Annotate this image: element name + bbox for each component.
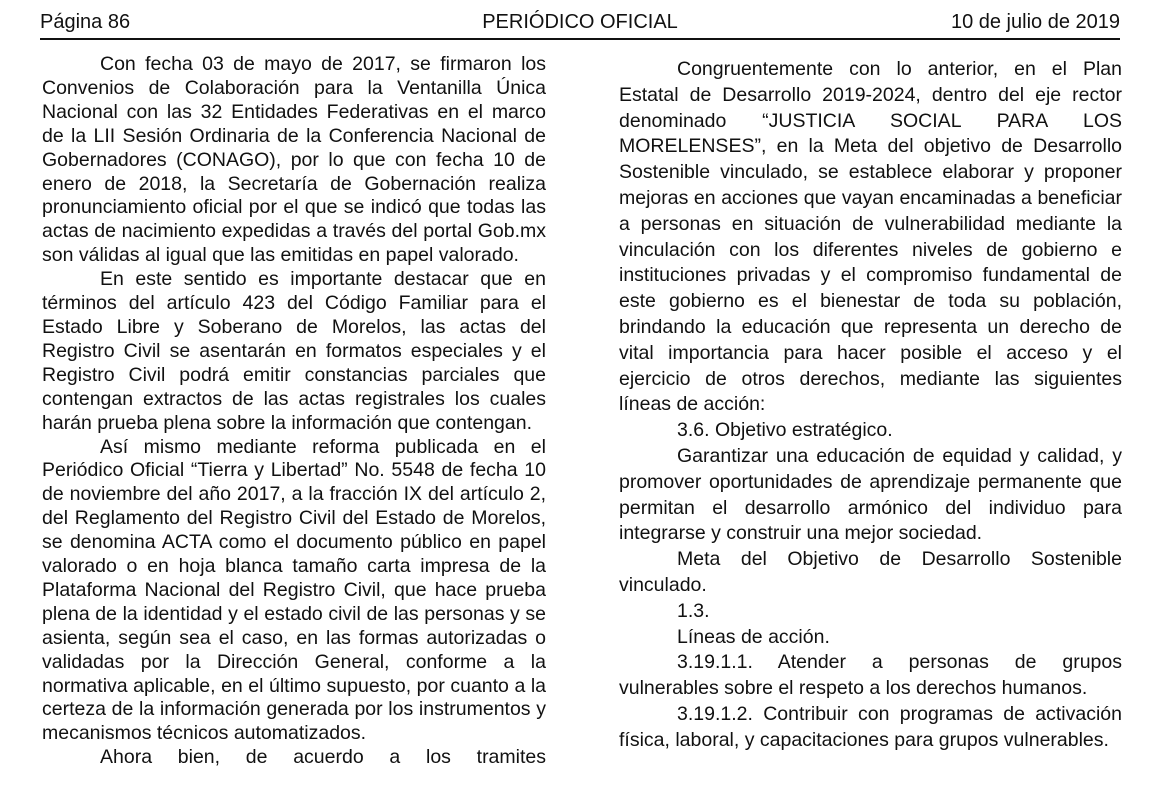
right-paragraph-3: Garantizar una educación de equidad y calidad, y promover oportunidades de aprendizaje permanente que permitan el desarrollo armónico del individuo para integrarse y construir una mejor sociedad. (619, 444, 1122, 545)
right-paragraph-2: 3.6. Objetivo estratégico. (677, 419, 893, 442)
right-paragraph-6: Líneas de acción. (677, 625, 830, 648)
page-number: Página 86 (40, 11, 131, 33)
left-paragraph-2: En este sentido es importante destacar que en términos del artículo 423 del Código Familiar para el Estado Libre y Soberano de Morelos, las actas del Registro Civil se asentarán en formatos especiales y el Registro Civil podrá emitir constancias parciales que contengan extractos de las actas registrales los cuales harán prueba plena sobre la información que contengan. (42, 268, 546, 434)
right-paragraph-8: 3.19.1.2. Contribuir con programas de activación física, laboral, y capacitaciones para grupos vulnerables. (619, 702, 1122, 751)
right-paragraph-4: Meta del Objetivo de Desarrollo Sostenible vinculado. (619, 548, 1122, 596)
left-paragraph-1: Con fecha 03 de mayo de 2017, se firmaron los Convenios de Colaboración para la Ventanilla Única Nacional con las 32 Entidades Federativas en el marco de la LII Sesión Ordinaria de la Conferencia Nacional de Gobernadores (CONAGO), por lo que con fecha 10 de enero de 2018, la Secretaría de Gobernación realiza pronunciamiento oficial por el que se indicó que todas las actas de nacimiento expedidas a través del portal Gob.mx son válidas al igual que las emitidas en papel valorado. (42, 53, 546, 267)
right-column (619, 57, 1122, 799)
right-paragraph-5: 1.3. (677, 599, 710, 622)
publication-title: PERIÓDICO OFICIAL (482, 11, 678, 33)
page-header (40, 6, 1120, 40)
left-column (42, 53, 546, 795)
left-paragraph-3: Así mismo mediante reforma publicada en el Periódico Oficial “Tierra y Libertad” No. 5548 de fecha 10 de noviembre del año 2017, a la fracción IX del artículo 2, del Reglamento del Registro Civil del Estado de Morelos, se denomina ACTA como el documento público en papel valorado o en hoja blanca tamaño carta impresa de la Plataforma Nacional del Registro Civil, que hace prueba plena de la identidad y el estado civil de las personas y se asienta, según sea el caso, en las formas autorizadas o validadas por la Dirección General, conforme a la normativa aplicable, en el último supuesto, por cuanto a la certeza de la información generada por los instrumentos y mecanismos técnicos automatizados. (42, 435, 546, 745)
right-paragraph-7: 3.19.1.1. Atender a personas de grupos vulnerables sobre el respeto a los derechos humanos. (619, 651, 1122, 700)
right-paragraph-1: Congruentemente con lo anterior, en el Plan Estatal de Desarrollo 2019-2024, dentro del eje rector denominado “JUSTICIA SOCIAL PARA LOS MORELENSES”, en la Meta del objetivo de Desarrollo Sostenible vinculado, se establece elaborar y proponer mejoras en acciones que vayan encaminadas a beneficiar a personas en situación de vulnerabilidad mediante la vinculación con los diferentes niveles de gobierno e instituciones privadas y el compromiso fundamental de este gobierno es el bienestar de toda su población, brindando la educación que representa un derecho de vital importancia para hacer posible el acceso y el ejercicio de otros derechos, mediante las siguientes líneas de acción: (619, 58, 1122, 416)
left-paragraph-4: Ahora bien, de acuerdo a los tramites (100, 746, 546, 769)
publication-date: 10 de julio de 2019 (950, 11, 1120, 33)
